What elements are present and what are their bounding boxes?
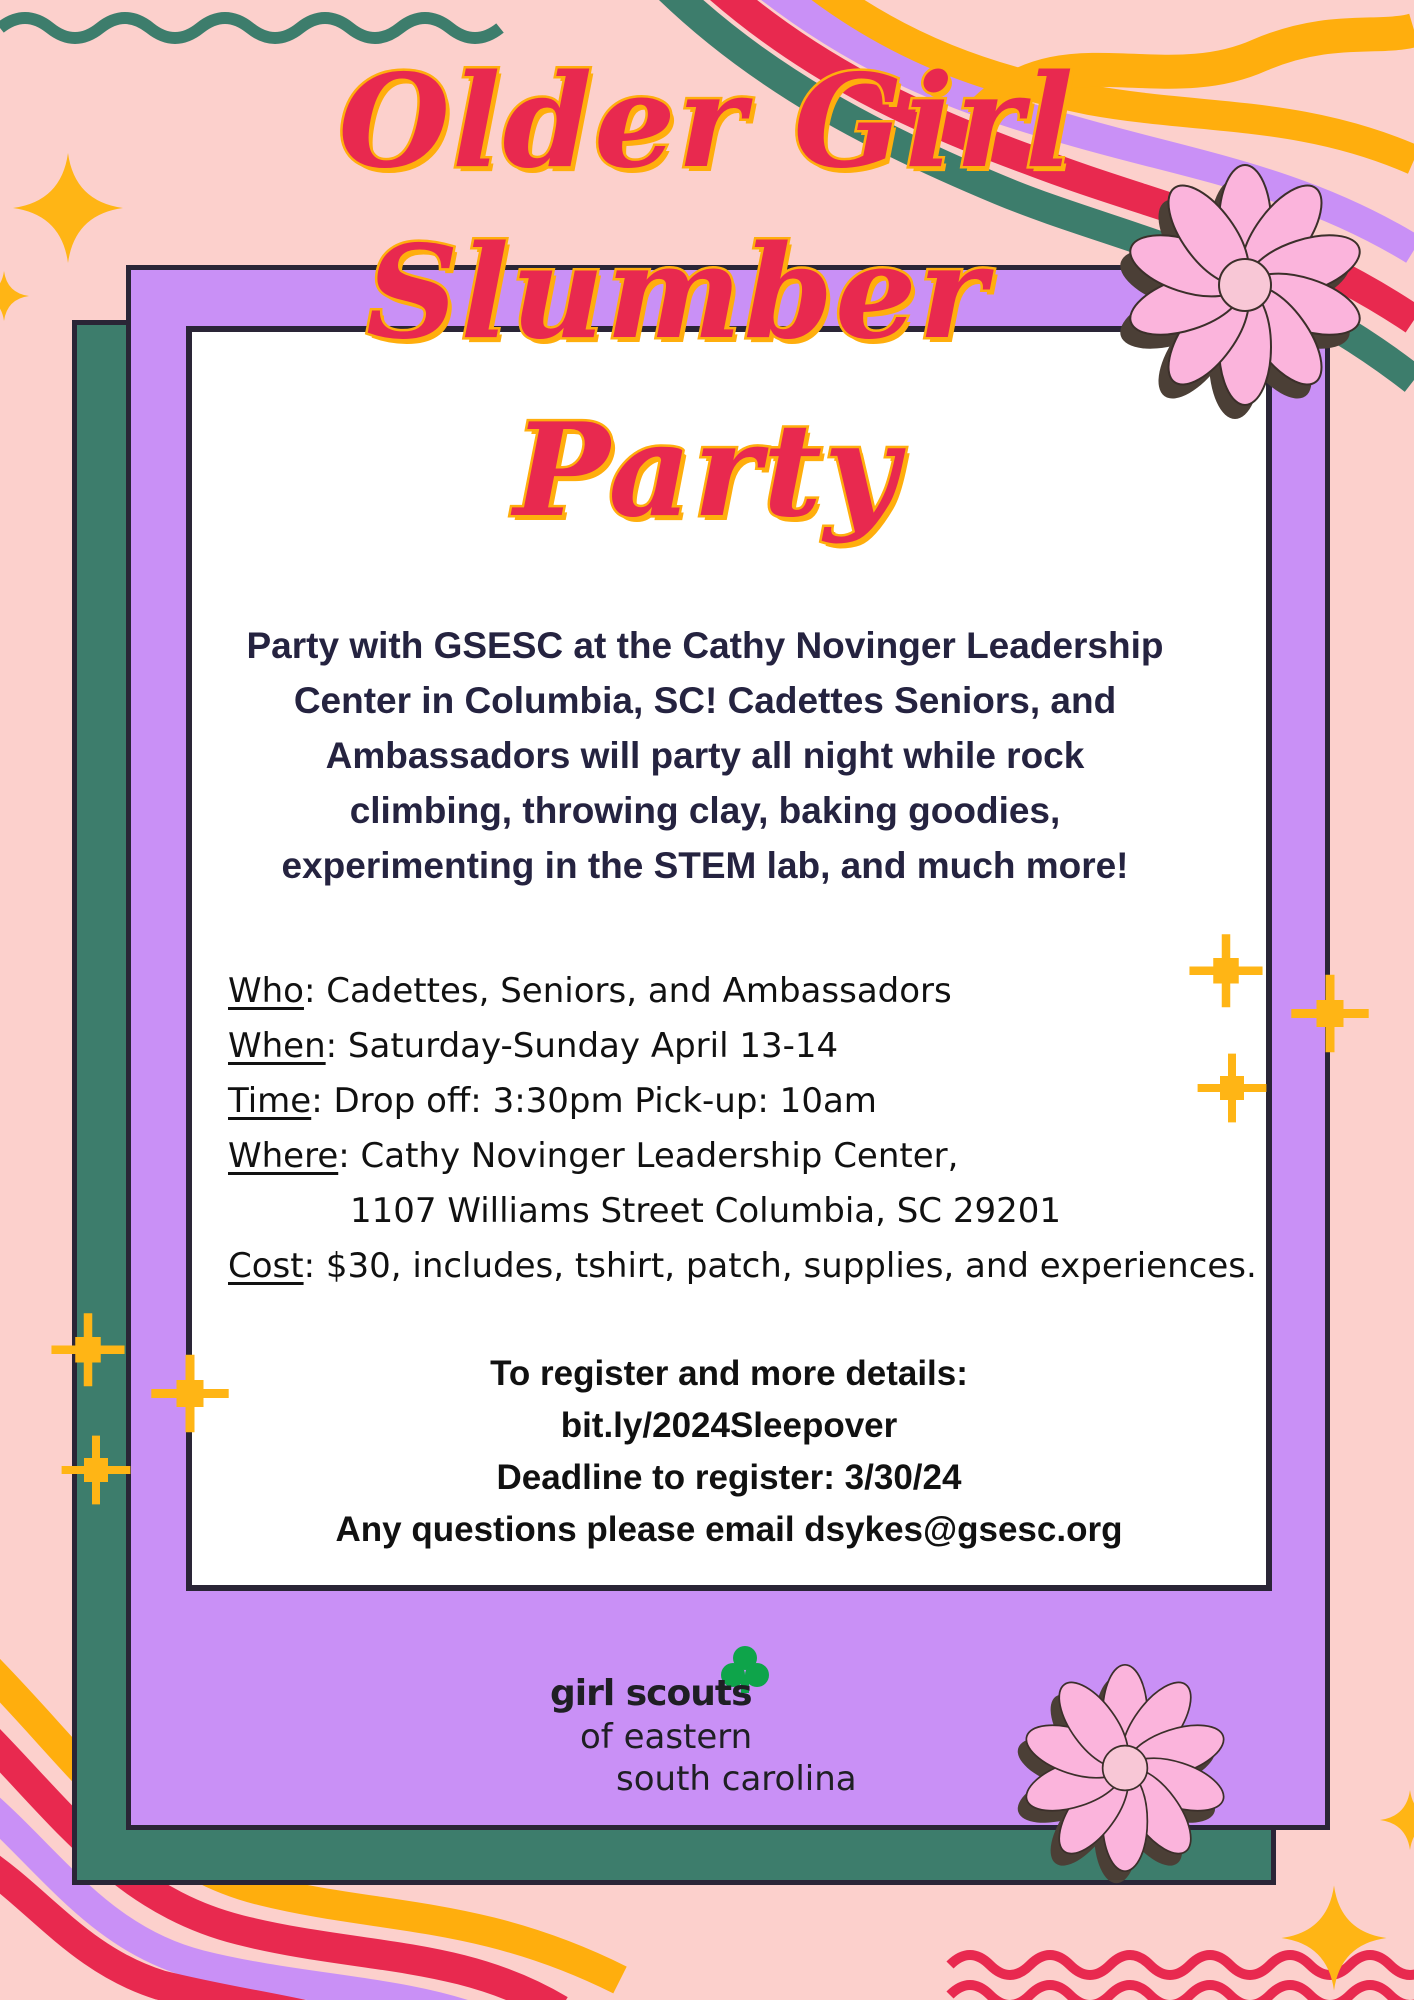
register-link[interactable]: bit.ly/2024Sleepover [560, 1406, 898, 1445]
detail-who [228, 964, 1248, 1019]
cost-label: Cost [228, 1246, 304, 1286]
where-address: 1107 Williams Street Columbia, SC 29201 [350, 1191, 1062, 1231]
detail-cost [228, 1239, 1257, 1294]
who-label: Who [228, 971, 304, 1011]
register-heading: To register and more details: [490, 1354, 968, 1393]
time-value: : Drop off: 3:30pm Pick-up: 10am [311, 1081, 877, 1121]
register-questions: Any questions please email dsykes@gsesc.org [335, 1510, 1123, 1549]
flower-icon [1011, 1665, 1230, 1883]
title-line-2: Slumber [366, 218, 988, 368]
title-line-1: Older Girl [338, 47, 1076, 197]
sparkle-icon [1380, 1790, 1414, 1850]
when-label: When [228, 1026, 326, 1066]
time-label: Time [228, 1081, 312, 1121]
girl-scouts-logo [548, 1645, 888, 1805]
event-details [228, 964, 1257, 1294]
sparkle-icon [1282, 1886, 1387, 1991]
cost-value: : $30, includes, tshirt, patch, supplies, and experiences. [303, 1246, 1257, 1286]
logo-line-3: south carolina [616, 1759, 857, 1799]
flyer-title [0, 40, 1414, 560]
who-value: : Cadettes, Seniors, and Ambassadors [303, 971, 952, 1011]
sparkle-icon [62, 1436, 131, 1505]
intro-text: Party with GSESC at the Cathy Novinger Leadership Center in Columbia, SC! Cadettes Seniors, and Ambassadors will party all night while rock climbing, throwing clay, baking goodies, experimenting in the STEM lab, and much more! [246, 625, 1164, 886]
where-value: : Cathy Novinger Leadership Center, [338, 1136, 959, 1176]
detail-where [228, 1129, 1248, 1184]
registration-info [186, 1348, 1272, 1556]
when-value: : Saturday-Sunday April 13-14 [325, 1026, 839, 1066]
logo-line-2: of eastern [580, 1717, 753, 1757]
detail-when [228, 1019, 1248, 1074]
sparkle-icon [51, 1313, 124, 1386]
title-line-3: Party [513, 396, 901, 546]
detail-time [228, 1074, 1248, 1129]
where-label: Where [228, 1136, 339, 1176]
logo-line-1: girl scouts [550, 1673, 752, 1714]
register-deadline: Deadline to register: 3/30/24 [496, 1458, 962, 1497]
sparkle-icon [1291, 975, 1368, 1052]
